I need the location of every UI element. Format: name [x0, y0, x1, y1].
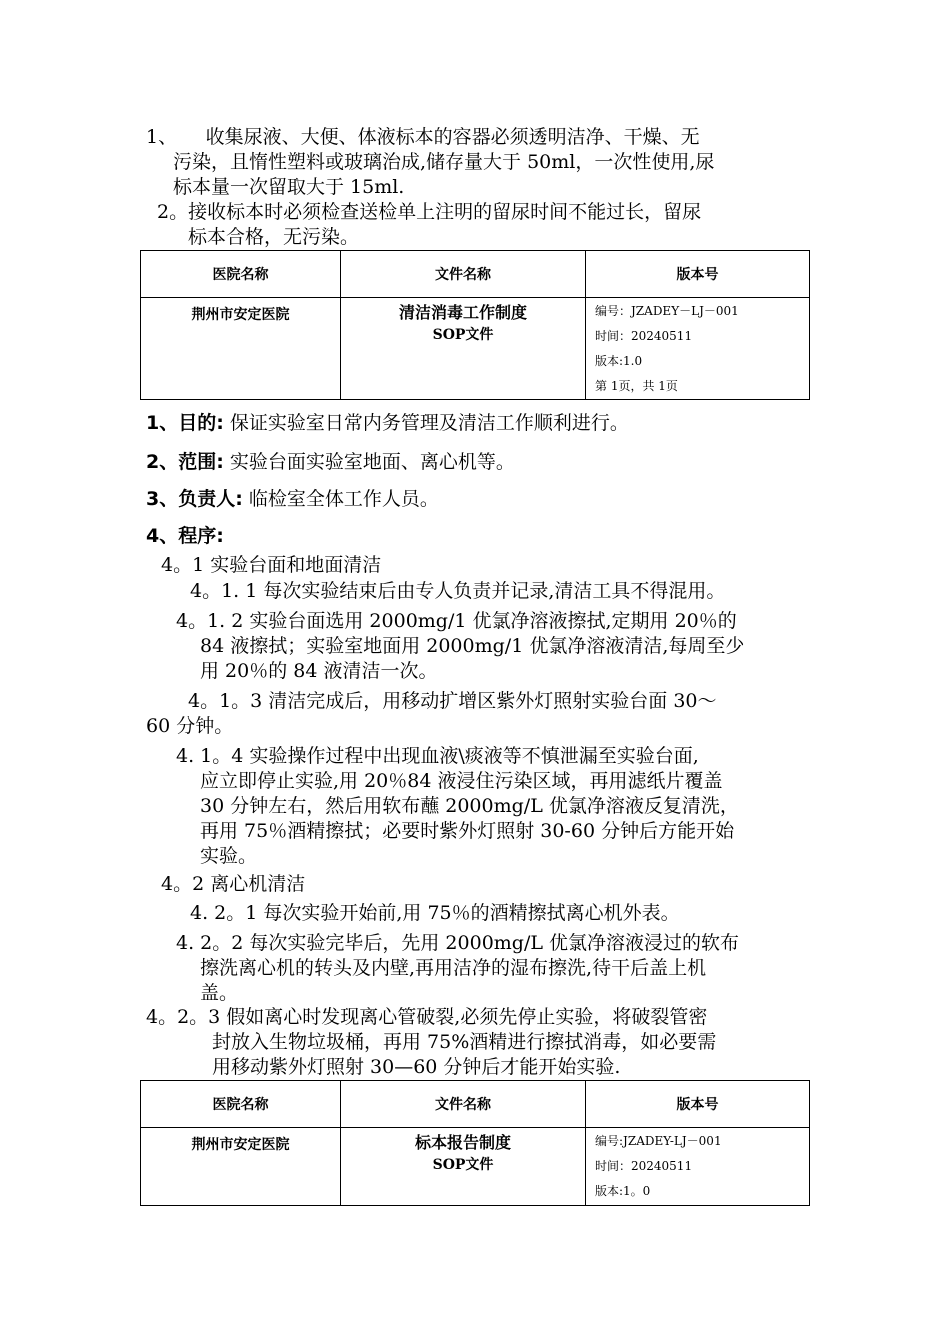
section-purpose-text: 保证实验室日常内务管理及清洁工作顺利进行。	[223, 412, 629, 434]
document-title: 清洁消毒工作制度	[398, 303, 527, 322]
section-scope-text: 实验台面实验室地面、离心机等。	[223, 451, 515, 473]
document-name-cell	[341, 1128, 586, 1206]
section-procedure-label: 4、程序:	[146, 525, 224, 547]
document-type: SOP文件	[432, 327, 494, 343]
proc-4-1-3-line1: 4。1。3 清洁完成后，用移动扩增区紫外灯照射实验台面 30～	[188, 690, 717, 712]
version-info	[586, 298, 810, 400]
document-name-cell	[341, 298, 586, 400]
hospital-name: 荆州市安定医院	[141, 298, 341, 400]
doc-version: 版本:1。0	[595, 1184, 651, 1198]
header-hospital-name: 医院名称	[141, 251, 341, 298]
proc-4-2-2-line1: 4. 2。2 每次实验完毕后，先用 2000mg/L 优氯净溶液浸过的软布	[176, 932, 740, 954]
header-hospital-name: 医院名称	[141, 1081, 341, 1128]
section-owner	[146, 488, 439, 511]
intro-p2-line2: 标本合格，无污染。	[188, 226, 360, 248]
proc-4-1-heading: 4。1 实验台面和地面清洁	[161, 554, 382, 576]
section-owner-text: 临检室全体工作人员。	[242, 488, 439, 510]
doc-date: 时间：20240511	[595, 329, 693, 343]
proc-4-1-1: 4。1. 1 每次实验结束后由专人负责并记录,清洁工具不得混用。	[190, 580, 726, 602]
section-scope-label: 2、范围:	[146, 451, 224, 473]
proc-4-1-2-line3: 用 20％的 84 液清洁一次。	[200, 660, 438, 682]
version-info	[586, 1128, 810, 1206]
header-version: 版本号	[586, 251, 810, 298]
section-owner-label: 3、负责人:	[146, 488, 243, 510]
proc-4-2-3-line2: 封放入生物垃圾桶，再用 75%酒精进行擦拭消毒，如必要需	[212, 1031, 717, 1053]
proc-4-2-heading: 4。2 离心机清洁	[161, 873, 306, 895]
proc-4-2-2-line3: 盖。	[200, 982, 239, 1004]
doc-page-count: 第 1页，共 1页	[595, 379, 678, 393]
doc-date: 时间：20240511	[595, 1159, 693, 1173]
proc-4-1-2-line1: 4。1. 2 实验台面选用 2000mg/1 优氯净溶液擦拭,定期用 20％的	[176, 610, 737, 632]
proc-4-1-2-line2: 84 液擦拭；实验室地面用 2000mg/1 优氯净溶液清洁,每周至少	[200, 635, 745, 657]
section-purpose-label: 1、目的:	[146, 412, 224, 434]
proc-4-2-3-line3: 用移动紫外灯照射 30—60 分钟后才能开始实验.	[212, 1056, 621, 1078]
proc-4-1-4-line4: 再用 75％酒精擦拭；必要时紫外灯照射 30-60 分钟后方能开始	[200, 820, 735, 842]
proc-4-1-4-line5: 实验。	[200, 845, 258, 867]
intro-p1-line3: 标本量一次留取大于 15ml.	[173, 176, 405, 198]
proc-4-2-1: 4. 2。1 每次实验开始前,用 75％的酒精擦拭离心机外表。	[190, 902, 680, 924]
doc-version: 版本:1.0	[595, 354, 643, 368]
doc-info-table-2	[140, 1080, 810, 1206]
proc-4-1-4-line1: 4. 1。4 实验操作过程中出现血液\痰液等不慎泄漏至实验台面,	[176, 745, 699, 767]
section-scope	[146, 451, 515, 474]
hospital-name: 荆州市安定医院	[141, 1128, 341, 1206]
document-title: 标本报告制度	[414, 1133, 511, 1152]
proc-4-1-4-line2: 应立即停止实验,用 20％84 液浸住污染区域，再用滤纸片覆盖	[200, 770, 723, 792]
section-procedure	[146, 525, 224, 548]
proc-4-1-4-line3: 30 分钟左右，然后用软布蘸 2000mg/L 优氯净溶液反复清洗，	[200, 795, 739, 817]
header-document-name: 文件名称	[341, 251, 586, 298]
proc-4-2-2-line2: 擦洗离心机的转头及内壁,再用洁净的湿布擦洗,待干后盖上机	[200, 957, 707, 979]
proc-4-2-3-line1: 4。2。3 假如离心时发现离心管破裂,必须先停止实验，将破裂管密	[146, 1006, 708, 1028]
proc-4-1-3-line2: 60 分钟。	[146, 715, 234, 737]
intro-p2-line1: 2。接收标本时必须检查送检单上注明的留尿时间不能过长，留尿	[157, 201, 702, 223]
doc-number: 编号:JZADEY-LJ－001	[595, 1134, 722, 1148]
doc-info-table-1	[140, 250, 810, 400]
intro-p1-line2: 污染，且惰性塑料或玻璃治成,储存量大于 50ml，一次性使用,尿	[173, 151, 715, 173]
intro-p1-line1: 1、 收集尿液、大便、体液标本的容器必须透明洁净、干燥、无	[146, 126, 700, 148]
header-document-name: 文件名称	[341, 1081, 586, 1128]
document-type: SOP文件	[432, 1157, 494, 1173]
section-purpose	[146, 412, 629, 435]
doc-number: 编号：JZADEY－LJ－001	[595, 304, 739, 318]
header-version: 版本号	[586, 1081, 810, 1128]
